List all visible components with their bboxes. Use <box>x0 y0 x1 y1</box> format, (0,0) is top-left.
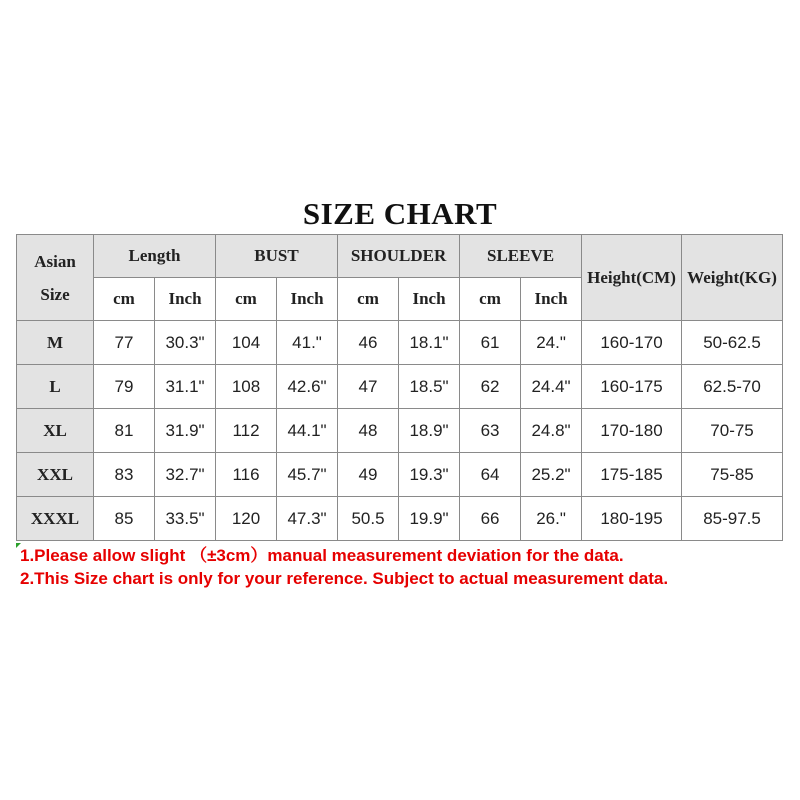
table-cell: 33.5" <box>155 497 216 541</box>
table-cell: 77 <box>94 321 155 365</box>
size-table <box>16 234 783 541</box>
shoulder-header: SHOULDER <box>338 235 460 278</box>
table-cell: 104 <box>216 321 277 365</box>
note-line-2: 2.This Size chart is only for your reference. Subject to actual measurement data. <box>20 569 669 588</box>
weight-header: Weight(KG) <box>682 235 783 321</box>
table-cell: 66 <box>460 497 521 541</box>
table-cell: 85-97.5 <box>682 497 783 541</box>
table-cell: 160-175 <box>582 365 682 409</box>
bust-cm-header: cm <box>216 278 277 321</box>
table-cell: 70-75 <box>682 409 783 453</box>
table-cell: 180-195 <box>582 497 682 541</box>
size-label-cell: M <box>17 321 94 365</box>
table-cell: 63 <box>460 409 521 453</box>
height-header: Height(CM) <box>582 235 682 321</box>
length-inch-header: Inch <box>155 278 216 321</box>
size-label-cell: L <box>17 365 94 409</box>
table-cell: 19.9" <box>399 497 460 541</box>
table-cell: 64 <box>460 453 521 497</box>
table-row <box>17 497 783 541</box>
size-label: Size <box>40 284 70 304</box>
page-title: SIZE CHART <box>302 196 498 231</box>
sleeve-cm-header: cm <box>460 278 521 321</box>
table-cell: 112 <box>216 409 277 453</box>
table-cell: 83 <box>94 453 155 497</box>
asian-size-header <box>17 235 94 321</box>
length-cm-header: cm <box>94 278 155 321</box>
table-cell: 30.3" <box>155 321 216 365</box>
table-cell: 41." <box>277 321 338 365</box>
table-cell: 45.7" <box>277 453 338 497</box>
table-cell: 32.7" <box>155 453 216 497</box>
table-row <box>17 321 783 365</box>
table-cell: 175-185 <box>582 453 682 497</box>
sleeve-header: SLEEVE <box>460 235 582 278</box>
shoulder-cm-header: cm <box>338 278 399 321</box>
table-cell: 24." <box>521 321 582 365</box>
table-cell: 26." <box>521 497 582 541</box>
table-cell: 47.3" <box>277 497 338 541</box>
table-cell: 61 <box>460 321 521 365</box>
table-cell: 18.5" <box>399 365 460 409</box>
table-cell: 47 <box>338 365 399 409</box>
table-cell: 62 <box>460 365 521 409</box>
table-cell: 50-62.5 <box>682 321 783 365</box>
table-row <box>17 409 783 453</box>
table-cell: 108 <box>216 365 277 409</box>
table-cell: 31.1" <box>155 365 216 409</box>
table-cell: 79 <box>94 365 155 409</box>
table-cell: 31.9" <box>155 409 216 453</box>
table-cell: 42.6" <box>277 365 338 409</box>
table-row <box>17 453 783 497</box>
table-cell: 48 <box>338 409 399 453</box>
table-cell: 85 <box>94 497 155 541</box>
table-cell: 50.5 <box>338 497 399 541</box>
table-cell: 18.9" <box>399 409 460 453</box>
table-cell: 62.5-70 <box>682 365 783 409</box>
table-cell: 120 <box>216 497 277 541</box>
size-label-cell: XXXL <box>17 497 94 541</box>
table-cell: 170-180 <box>582 409 682 453</box>
asian-label: Asian <box>34 251 76 271</box>
table-cell: 24.8" <box>521 409 582 453</box>
bust-header: BUST <box>216 235 338 278</box>
table-cell: 25.2" <box>521 453 582 497</box>
length-header: Length <box>94 235 216 278</box>
header-row-groups <box>17 235 783 278</box>
table-cell: 116 <box>216 453 277 497</box>
size-label-cell: XXL <box>17 453 94 497</box>
table-cell: 46 <box>338 321 399 365</box>
table-row <box>17 365 783 409</box>
table-cell: 24.4" <box>521 365 582 409</box>
sleeve-inch-header: Inch <box>521 278 582 321</box>
size-label-cell: XL <box>17 409 94 453</box>
table-cell: 44.1" <box>277 409 338 453</box>
note-line-1: 1.Please allow slight （±3cm）manual measurement deviation for the data. <box>20 546 624 565</box>
table-cell: 19.3" <box>399 453 460 497</box>
table-cell: 160-170 <box>582 321 682 365</box>
shoulder-inch-header: Inch <box>399 278 460 321</box>
bust-inch-header: Inch <box>277 278 338 321</box>
table-cell: 75-85 <box>682 453 783 497</box>
table-cell: 18.1" <box>399 321 460 365</box>
table-cell: 81 <box>94 409 155 453</box>
table-cell: 49 <box>338 453 399 497</box>
